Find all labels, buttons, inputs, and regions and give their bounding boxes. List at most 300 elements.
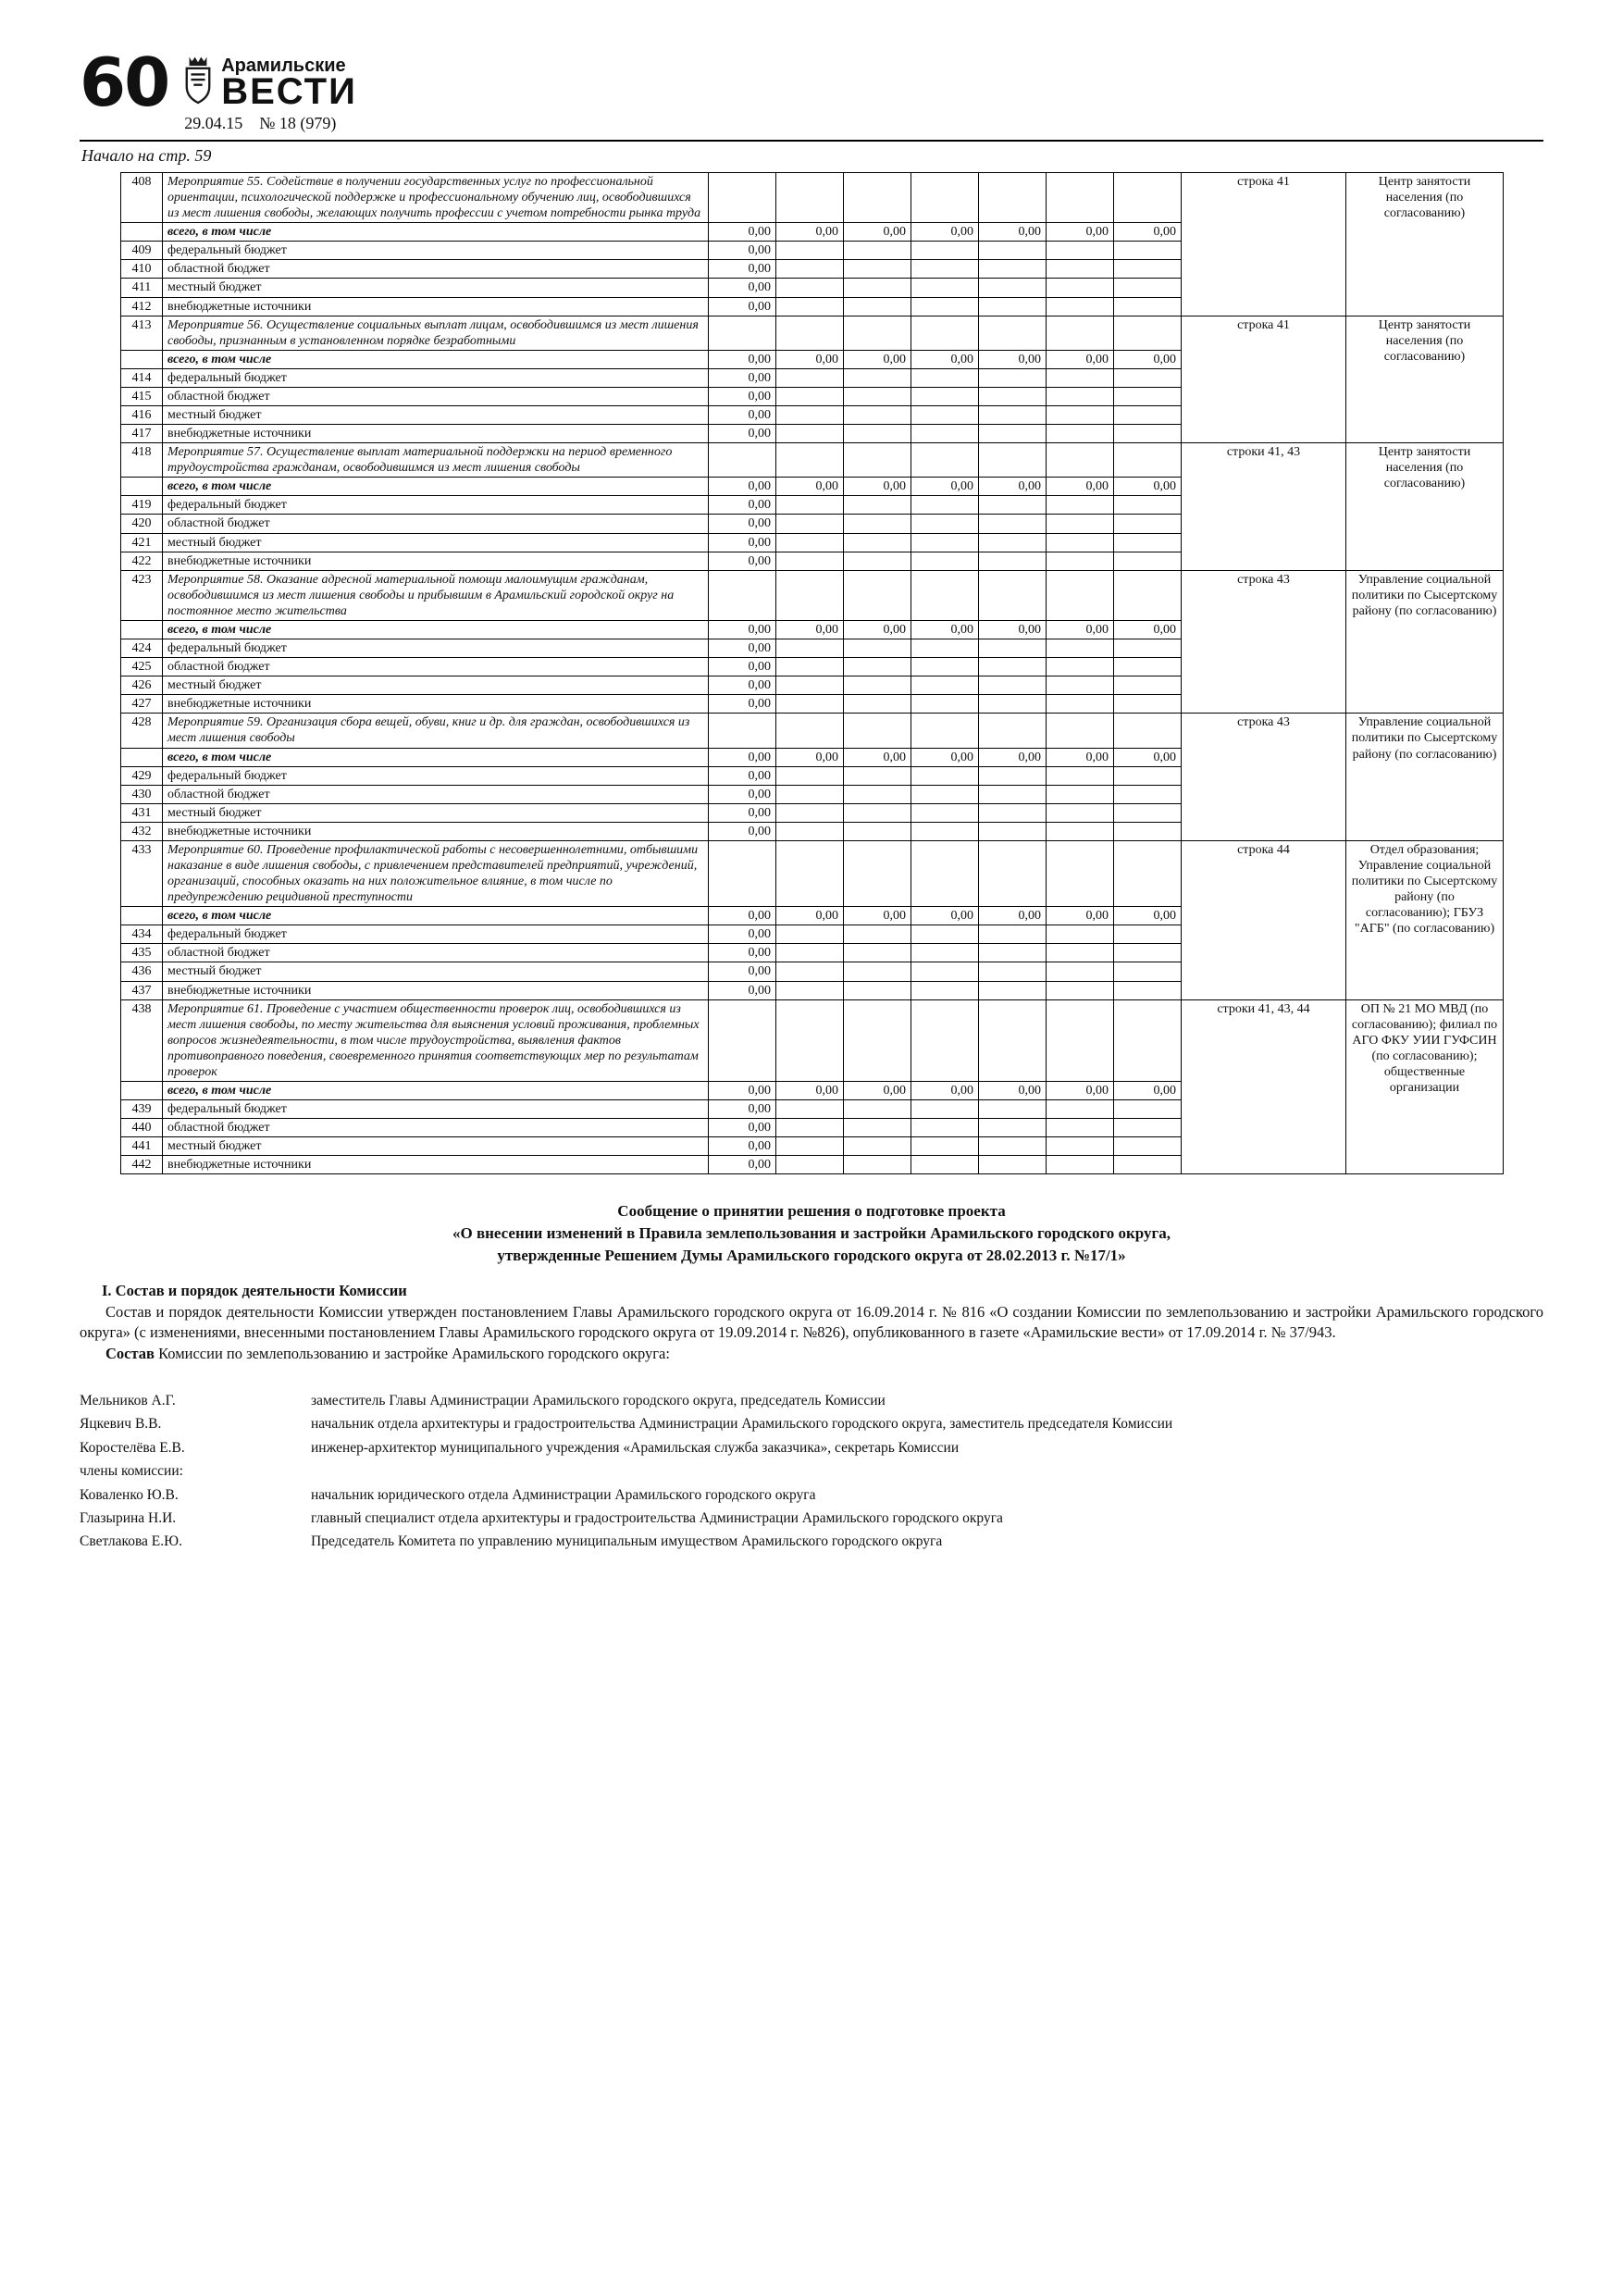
- value-cell: [1114, 316, 1182, 350]
- announcement-title: [80, 1200, 1543, 1266]
- value-cell: [844, 822, 911, 840]
- value-cell: [1047, 443, 1114, 478]
- value-cell: 0,00: [709, 387, 776, 405]
- value-cell: 0,00: [709, 368, 776, 387]
- header-divider: [80, 140, 1543, 142]
- value-cell: 0,00: [911, 748, 979, 766]
- value-cell: [844, 695, 911, 714]
- value-cell: 0,00: [776, 350, 844, 368]
- executor-cell: Управление социальной политики по Сысертскому району (по согласованию): [1346, 570, 1504, 714]
- row-number: 427: [121, 695, 163, 714]
- value-cell: 0,00: [709, 1081, 776, 1099]
- value-cell: [911, 803, 979, 822]
- value-cell: [1047, 533, 1114, 552]
- value-cell: [911, 658, 979, 676]
- value-cell: [979, 695, 1047, 714]
- value-cell: [911, 1156, 979, 1174]
- row-number: [121, 478, 163, 496]
- value-cell: [911, 533, 979, 552]
- row-number: 428: [121, 714, 163, 748]
- budget-label: федеральный бюджет: [163, 242, 709, 260]
- value-cell: [1114, 1100, 1182, 1119]
- value-cell: [1114, 515, 1182, 533]
- value-cell: [844, 639, 911, 658]
- value-cell: [1047, 297, 1114, 316]
- value-cell: 0,00: [1114, 223, 1182, 242]
- value-cell: 0,00: [709, 350, 776, 368]
- value-cell: 0,00: [979, 350, 1047, 368]
- budget-label: местный бюджет: [163, 676, 709, 695]
- value-cell: [1114, 981, 1182, 999]
- value-cell: 0,00: [709, 1156, 776, 1174]
- member-role: [311, 1462, 1543, 1480]
- value-cell: [979, 981, 1047, 999]
- issue-info: [183, 114, 357, 133]
- value-cell: [776, 496, 844, 515]
- value-cell: [1114, 962, 1182, 981]
- row-number: 440: [121, 1119, 163, 1137]
- value-cell: [776, 242, 844, 260]
- value-cell: [844, 925, 911, 944]
- value-cell: [911, 425, 979, 443]
- value-cell: [911, 387, 979, 405]
- value-cell: [1047, 279, 1114, 297]
- value-cell: [1114, 925, 1182, 944]
- row-number: 421: [121, 533, 163, 552]
- budget-label: местный бюджет: [163, 279, 709, 297]
- value-cell: 0,00: [979, 478, 1047, 496]
- value-cell: [911, 260, 979, 279]
- value-cell: 0,00: [1047, 350, 1114, 368]
- value-cell: 0,00: [709, 962, 776, 981]
- value-cell: [844, 515, 911, 533]
- value-cell: 0,00: [709, 981, 776, 999]
- budget-label: федеральный бюджет: [163, 925, 709, 944]
- row-number: 429: [121, 766, 163, 785]
- value-cell: [1047, 962, 1114, 981]
- row-reference: строка 43: [1182, 714, 1346, 841]
- value-cell: [979, 406, 1047, 425]
- member-name: Коваленко Ю.В.: [80, 1486, 179, 1503]
- value-cell: [1114, 639, 1182, 658]
- value-cell: [844, 785, 911, 803]
- budget-table: [120, 172, 1504, 1174]
- value-cell: 0,00: [709, 822, 776, 840]
- executor-cell: Отдел образования; Управление социальной политики по Сысертскому району (по согласованию); ГБУЗ "АГБ" (по согласованию): [1346, 840, 1504, 999]
- value-cell: [844, 316, 911, 350]
- member-name: Глазырина Н.И.: [80, 1509, 177, 1526]
- value-cell: [979, 515, 1047, 533]
- value-cell: [911, 999, 979, 1081]
- value-cell: [776, 999, 844, 1081]
- value-cell: [776, 387, 844, 405]
- value-cell: [1047, 785, 1114, 803]
- budget-label: областной бюджет: [163, 515, 709, 533]
- value-cell: [979, 368, 1047, 387]
- value-cell: [1047, 639, 1114, 658]
- value-cell: [979, 279, 1047, 297]
- value-cell: [911, 368, 979, 387]
- value-cell: [979, 443, 1047, 478]
- value-cell: 0,00: [844, 1081, 911, 1099]
- value-cell: [1114, 368, 1182, 387]
- value-cell: 0,00: [1114, 350, 1182, 368]
- brand-row: [183, 56, 357, 112]
- value-cell: 0,00: [709, 676, 776, 695]
- row-number: 438: [121, 999, 163, 1081]
- value-cell: [1047, 676, 1114, 695]
- value-cell: [844, 368, 911, 387]
- value-cell: [1114, 443, 1182, 478]
- value-cell: [776, 515, 844, 533]
- value-cell: [911, 962, 979, 981]
- budget-label: местный бюджет: [163, 962, 709, 981]
- value-cell: [776, 766, 844, 785]
- value-cell: [844, 425, 911, 443]
- value-cell: 0,00: [1047, 1081, 1114, 1099]
- budget-label: местный бюджет: [163, 533, 709, 552]
- value-cell: [1047, 406, 1114, 425]
- row-number: 408: [121, 173, 163, 223]
- value-cell: [844, 406, 911, 425]
- value-cell: [1047, 242, 1114, 260]
- row-number: 435: [121, 944, 163, 962]
- value-cell: [1114, 1156, 1182, 1174]
- value-cell: [776, 1100, 844, 1119]
- value-cell: 0,00: [1047, 223, 1114, 242]
- value-cell: [1114, 242, 1182, 260]
- continuation-note: Начало на стр. 59: [81, 146, 212, 165]
- value-cell: 0,00: [776, 478, 844, 496]
- value-cell: [844, 840, 911, 906]
- value-cell: [1114, 1137, 1182, 1156]
- value-cell: [1114, 695, 1182, 714]
- value-cell: [1114, 766, 1182, 785]
- budget-label: местный бюджет: [163, 803, 709, 822]
- value-cell: [1047, 1156, 1114, 1174]
- value-cell: [776, 443, 844, 478]
- row-number: 437: [121, 981, 163, 999]
- budget-label: областной бюджет: [163, 785, 709, 803]
- value-cell: [1047, 387, 1114, 405]
- value-cell: [776, 316, 844, 350]
- value-cell: 0,00: [1047, 748, 1114, 766]
- value-cell: [709, 840, 776, 906]
- value-cell: [844, 944, 911, 962]
- value-cell: 0,00: [1047, 620, 1114, 639]
- value-cell: [979, 962, 1047, 981]
- value-cell: [1114, 1119, 1182, 1137]
- value-cell: [1047, 368, 1114, 387]
- value-cell: 0,00: [709, 695, 776, 714]
- value-cell: [1047, 570, 1114, 620]
- value-cell: [979, 803, 1047, 822]
- value-cell: 0,00: [911, 350, 979, 368]
- row-number: 409: [121, 242, 163, 260]
- budget-label: федеральный бюджет: [163, 496, 709, 515]
- budget-label: внебюджетные источники: [163, 981, 709, 999]
- value-cell: [979, 1137, 1047, 1156]
- value-cell: 0,00: [1114, 478, 1182, 496]
- value-cell: 0,00: [844, 748, 911, 766]
- member-name: члены комиссии:: [80, 1463, 183, 1480]
- measure-row: [121, 714, 1504, 748]
- value-cell: [911, 925, 979, 944]
- value-cell: [979, 260, 1047, 279]
- row-reference: строка 44: [1182, 840, 1346, 999]
- budget-label: федеральный бюджет: [163, 639, 709, 658]
- value-cell: 0,00: [911, 478, 979, 496]
- value-cell: [1047, 944, 1114, 962]
- value-cell: 0,00: [709, 1100, 776, 1119]
- announcement-title-line: Сообщение о принятии решения о подготовке проекта: [617, 1202, 1006, 1221]
- row-number: 416: [121, 406, 163, 425]
- value-cell: 0,00: [709, 552, 776, 570]
- value-cell: [911, 1137, 979, 1156]
- brand-name-bottom: ВЕСТИ: [221, 71, 357, 112]
- value-cell: [1047, 1137, 1114, 1156]
- value-cell: [776, 173, 844, 223]
- value-cell: [776, 406, 844, 425]
- measure-row: [121, 840, 1504, 906]
- row-number: 423: [121, 570, 163, 620]
- commission-member-row: [80, 1392, 1543, 1409]
- brand-block: [183, 54, 357, 133]
- commission-list: [80, 1392, 1543, 1551]
- value-cell: [979, 552, 1047, 570]
- total-label: всего, в том числе: [163, 478, 709, 496]
- executor-cell: ОП № 21 МО МВД (по согласованию); филиал по АГО ФКУ УИИ ГУФСИН (по согласованию); общественные организации: [1346, 999, 1504, 1174]
- value-cell: [1047, 695, 1114, 714]
- value-cell: [844, 962, 911, 981]
- value-cell: [1114, 552, 1182, 570]
- value-cell: 0,00: [1114, 907, 1182, 925]
- value-cell: 0,00: [709, 297, 776, 316]
- value-cell: 0,00: [709, 639, 776, 658]
- budget-label: областной бюджет: [163, 387, 709, 405]
- row-reference: строки 41, 43, 44: [1182, 999, 1346, 1174]
- budget-label: местный бюджет: [163, 406, 709, 425]
- value-cell: [1047, 658, 1114, 676]
- value-cell: 0,00: [911, 620, 979, 639]
- value-cell: [844, 533, 911, 552]
- value-cell: [979, 785, 1047, 803]
- measure-description: Мероприятие 59. Организация сбора вещей, обуви, книг и др. для граждан, освободившихся из мест лишения свободы: [163, 714, 709, 748]
- value-cell: [1047, 1100, 1114, 1119]
- value-cell: [911, 766, 979, 785]
- row-number: 432: [121, 822, 163, 840]
- value-cell: 0,00: [979, 907, 1047, 925]
- row-number: 433: [121, 840, 163, 906]
- value-cell: [776, 425, 844, 443]
- value-cell: [844, 297, 911, 316]
- row-number: 418: [121, 443, 163, 478]
- value-cell: [776, 1156, 844, 1174]
- value-cell: 0,00: [1047, 478, 1114, 496]
- measure-row: [121, 316, 1504, 350]
- value-cell: [776, 570, 844, 620]
- value-cell: [979, 658, 1047, 676]
- value-cell: 0,00: [1114, 620, 1182, 639]
- value-cell: [979, 242, 1047, 260]
- value-cell: [844, 496, 911, 515]
- measure-row: [121, 570, 1504, 620]
- brand-text: [221, 56, 357, 112]
- row-number: 442: [121, 1156, 163, 1174]
- issue-number: № 18 (979): [259, 114, 337, 132]
- commission-member-row: [80, 1415, 1543, 1433]
- value-cell: [776, 962, 844, 981]
- measure-description: Мероприятие 57. Осуществление выплат материальной поддержки на период временного трудоустройства гражданам, освободившимся из мест лишения свободы: [163, 443, 709, 478]
- value-cell: 0,00: [844, 223, 911, 242]
- value-cell: [776, 533, 844, 552]
- value-cell: [1114, 676, 1182, 695]
- value-cell: 0,00: [709, 425, 776, 443]
- value-cell: [776, 714, 844, 748]
- executor-cell: Центр занятости населения (по согласованию): [1346, 173, 1504, 316]
- measure-row: [121, 999, 1504, 1081]
- row-number: 425: [121, 658, 163, 676]
- value-cell: [911, 496, 979, 515]
- value-cell: [776, 840, 844, 906]
- budget-label: внебюджетные источники: [163, 822, 709, 840]
- value-cell: [844, 242, 911, 260]
- budget-label: внебюджетные источники: [163, 552, 709, 570]
- value-cell: [1114, 387, 1182, 405]
- value-cell: [911, 1119, 979, 1137]
- value-cell: [844, 676, 911, 695]
- value-cell: [911, 552, 979, 570]
- value-cell: [1114, 658, 1182, 676]
- row-number: 441: [121, 1137, 163, 1156]
- value-cell: [979, 570, 1047, 620]
- value-cell: 0,00: [911, 1081, 979, 1099]
- value-cell: 0,00: [709, 785, 776, 803]
- row-number: [121, 350, 163, 368]
- measure-description: Мероприятие 61. Проведение с участием общественности проверок лиц, освободившихся из мест лишения свободы, по месту жительства для выяснения условий проживания, проблемных вопросов жизнедеятельности, в том числе трудоустройства, выявления фактов противоправного поведения, своевременного принятия соответствующих мер по результатам проверок: [163, 999, 709, 1081]
- total-label: всего, в том числе: [163, 907, 709, 925]
- composition-intro-rest: Комиссии по землепользованию и застройке Арамильского городского округа:: [154, 1345, 670, 1363]
- member-name: Коростелёва Е.В.: [80, 1439, 185, 1456]
- value-cell: [1047, 425, 1114, 443]
- value-cell: [979, 533, 1047, 552]
- value-cell: [709, 999, 776, 1081]
- row-number: 439: [121, 1100, 163, 1119]
- value-cell: [709, 570, 776, 620]
- value-cell: [979, 639, 1047, 658]
- value-cell: [911, 515, 979, 533]
- member-role: начальник отдела архитектуры и градостроительства Администрации Арамильского городского округа, заместитель председателя Комиссии: [311, 1416, 1173, 1433]
- value-cell: [911, 443, 979, 478]
- value-cell: [911, 695, 979, 714]
- member-name: Светлакова Е.Ю.: [80, 1533, 182, 1550]
- value-cell: [844, 1119, 911, 1137]
- row-number: 411: [121, 279, 163, 297]
- value-cell: [979, 425, 1047, 443]
- masthead: [80, 43, 1543, 133]
- value-cell: 0,00: [709, 944, 776, 962]
- value-cell: [1114, 279, 1182, 297]
- budget-label: внебюджетные источники: [163, 1156, 709, 1174]
- measure-row: [121, 173, 1504, 223]
- total-label: всего, в том числе: [163, 350, 709, 368]
- value-cell: 0,00: [709, 496, 776, 515]
- value-cell: 0,00: [709, 406, 776, 425]
- budget-label: областной бюджет: [163, 260, 709, 279]
- value-cell: [844, 173, 911, 223]
- row-number: 420: [121, 515, 163, 533]
- value-cell: [1114, 297, 1182, 316]
- value-cell: [979, 1100, 1047, 1119]
- value-cell: [844, 1156, 911, 1174]
- row-number: 417: [121, 425, 163, 443]
- executor-cell: Центр занятости населения (по согласованию): [1346, 443, 1504, 571]
- value-cell: [1114, 496, 1182, 515]
- value-cell: [911, 785, 979, 803]
- value-cell: [776, 658, 844, 676]
- value-cell: [911, 840, 979, 906]
- value-cell: 0,00: [709, 260, 776, 279]
- measure-description: Мероприятие 55. Содействие в получении государственных услуг по профессиональной ориентации, психологической поддержке и профессиональному обучению лиц, освободившихся из мест лишения свободы, желающих получить профессии с учетом потребности рынка труда: [163, 173, 709, 223]
- value-cell: [844, 279, 911, 297]
- row-number: [121, 748, 163, 766]
- value-cell: [776, 1137, 844, 1156]
- measure-row: [121, 443, 1504, 478]
- value-cell: [776, 981, 844, 999]
- value-cell: [1114, 999, 1182, 1081]
- row-reference: строка 41: [1182, 316, 1346, 443]
- commission-member-row: [80, 1509, 1543, 1527]
- value-cell: 0,00: [979, 1081, 1047, 1099]
- value-cell: [979, 676, 1047, 695]
- brand-name-top: Арамильские: [221, 56, 346, 76]
- value-cell: 0,00: [709, 242, 776, 260]
- value-cell: [979, 999, 1047, 1081]
- value-cell: [844, 552, 911, 570]
- value-cell: [776, 822, 844, 840]
- value-cell: 0,00: [709, 925, 776, 944]
- value-cell: [979, 766, 1047, 785]
- value-cell: [844, 999, 911, 1081]
- value-cell: [1047, 766, 1114, 785]
- value-cell: [709, 316, 776, 350]
- row-number: 426: [121, 676, 163, 695]
- value-cell: 0,00: [979, 620, 1047, 639]
- member-role: инженер-архитектор муниципального учреждения «Арамильская служба заказчика», секретарь Комиссии: [311, 1439, 960, 1456]
- budget-label: федеральный бюджет: [163, 1100, 709, 1119]
- value-cell: [1114, 406, 1182, 425]
- value-cell: 0,00: [709, 515, 776, 533]
- value-cell: [979, 387, 1047, 405]
- value-cell: [1047, 316, 1114, 350]
- value-cell: [1114, 785, 1182, 803]
- budget-label: областной бюджет: [163, 658, 709, 676]
- value-cell: [776, 695, 844, 714]
- budget-label: федеральный бюджет: [163, 766, 709, 785]
- value-cell: [776, 1119, 844, 1137]
- row-number: 434: [121, 925, 163, 944]
- value-cell: 0,00: [709, 907, 776, 925]
- row-number: 430: [121, 785, 163, 803]
- value-cell: [776, 368, 844, 387]
- value-cell: 0,00: [844, 478, 911, 496]
- row-number: [121, 620, 163, 639]
- announcement-section: [80, 1200, 1543, 1364]
- row-number: 419: [121, 496, 163, 515]
- row-reference: строка 43: [1182, 570, 1346, 714]
- value-cell: [911, 822, 979, 840]
- value-cell: [1047, 515, 1114, 533]
